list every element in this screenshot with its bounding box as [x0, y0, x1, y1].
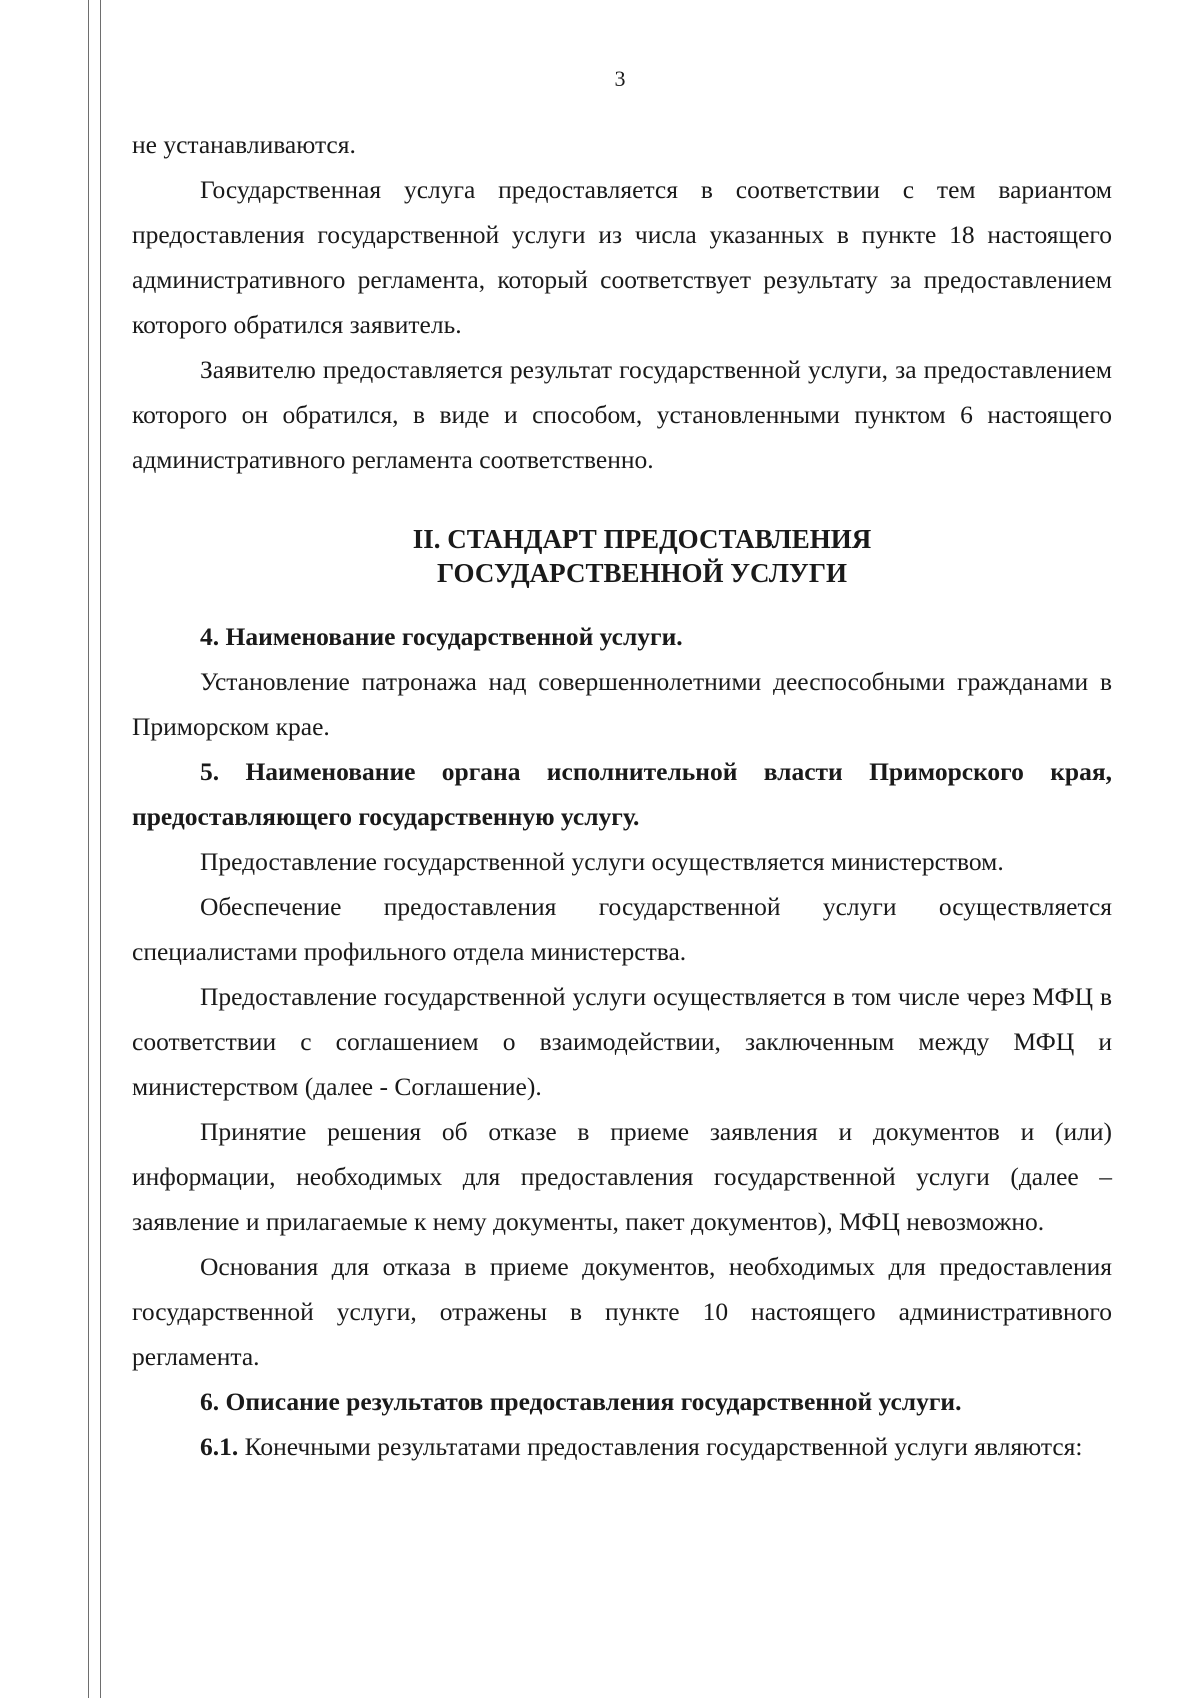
section-5-paragraph-2: Обеспечение предоставления государственной услуги осуществляется специалистами профильного отдела министерства.	[132, 892, 1112, 966]
paragraph-intro-1: не устанавливаются.	[132, 130, 356, 159]
page-number: 3	[614, 66, 626, 91]
chapter-heading	[132, 522, 1112, 590]
section-5-paragraph-5: Основания для отказа в приеме документов, необходимых для предоставления государственной услуги, отражены в пункте 10 настоящего административного регламента.	[132, 1252, 1112, 1371]
section-5-paragraph-1: Предоставление государственной услуги осуществляется министерством.	[200, 847, 1004, 876]
section-6-1-number: 6.1.	[200, 1432, 239, 1461]
chapter-heading-line-2: ГОСУДАРСТВЕННОЙ УСЛУГИ	[437, 558, 847, 588]
section-6-1-text: Конечными результатами предоставления государственной услуги являются:	[238, 1432, 1083, 1461]
section-4-text: Установление патронажа над совершеннолетними дееспособными гражданами в Приморском крае.	[132, 667, 1112, 741]
section-5-paragraph-4: Принятие решения об отказе в приеме заявления и документов и (или) информации, необходимых для предоставления государственной услуги (далее – заявление и прилагаемые к нему документы, пакет документов), МФЦ невозможно.	[132, 1117, 1112, 1236]
section-6-1-paragraph	[132, 1424, 1112, 1469]
paragraph-intro-2: Государственная услуга предоставляется в соответствии с тем вариантом предоставления государственной услуги из числа указанных в пункте 18 настоящего административного регламента, который соответствует результату за предоставлением которого обратился заявитель.	[132, 175, 1112, 339]
section-5-paragraph-3: Предоставление государственной услуги осуществляется в том числе через МФЦ в соответствии с соглашением о взаимодействии, заключенным между МФЦ и министерством (далее - Соглашение).	[132, 982, 1112, 1101]
section-4-title: 4. Наименование государственной услуги.	[200, 622, 683, 651]
chapter-heading-line-1: II. СТАНДАРТ ПРЕДОСТАВЛЕНИЯ	[412, 524, 872, 554]
section-6-title: 6. Описание результатов предоставления государственной услуги.	[200, 1387, 962, 1416]
paragraph-intro-3: Заявителю предоставляется результат государственной услуги, за предоставлением которого он обратился, в виде и способом, установленными пунктом 6 настоящего административного регламента соответственно.	[132, 355, 1112, 474]
document-body	[132, 122, 1112, 1469]
section-5-title: 5. Наименование органа исполнительной власти Приморского края, предоставляющего государственную услугу.	[132, 757, 1112, 831]
